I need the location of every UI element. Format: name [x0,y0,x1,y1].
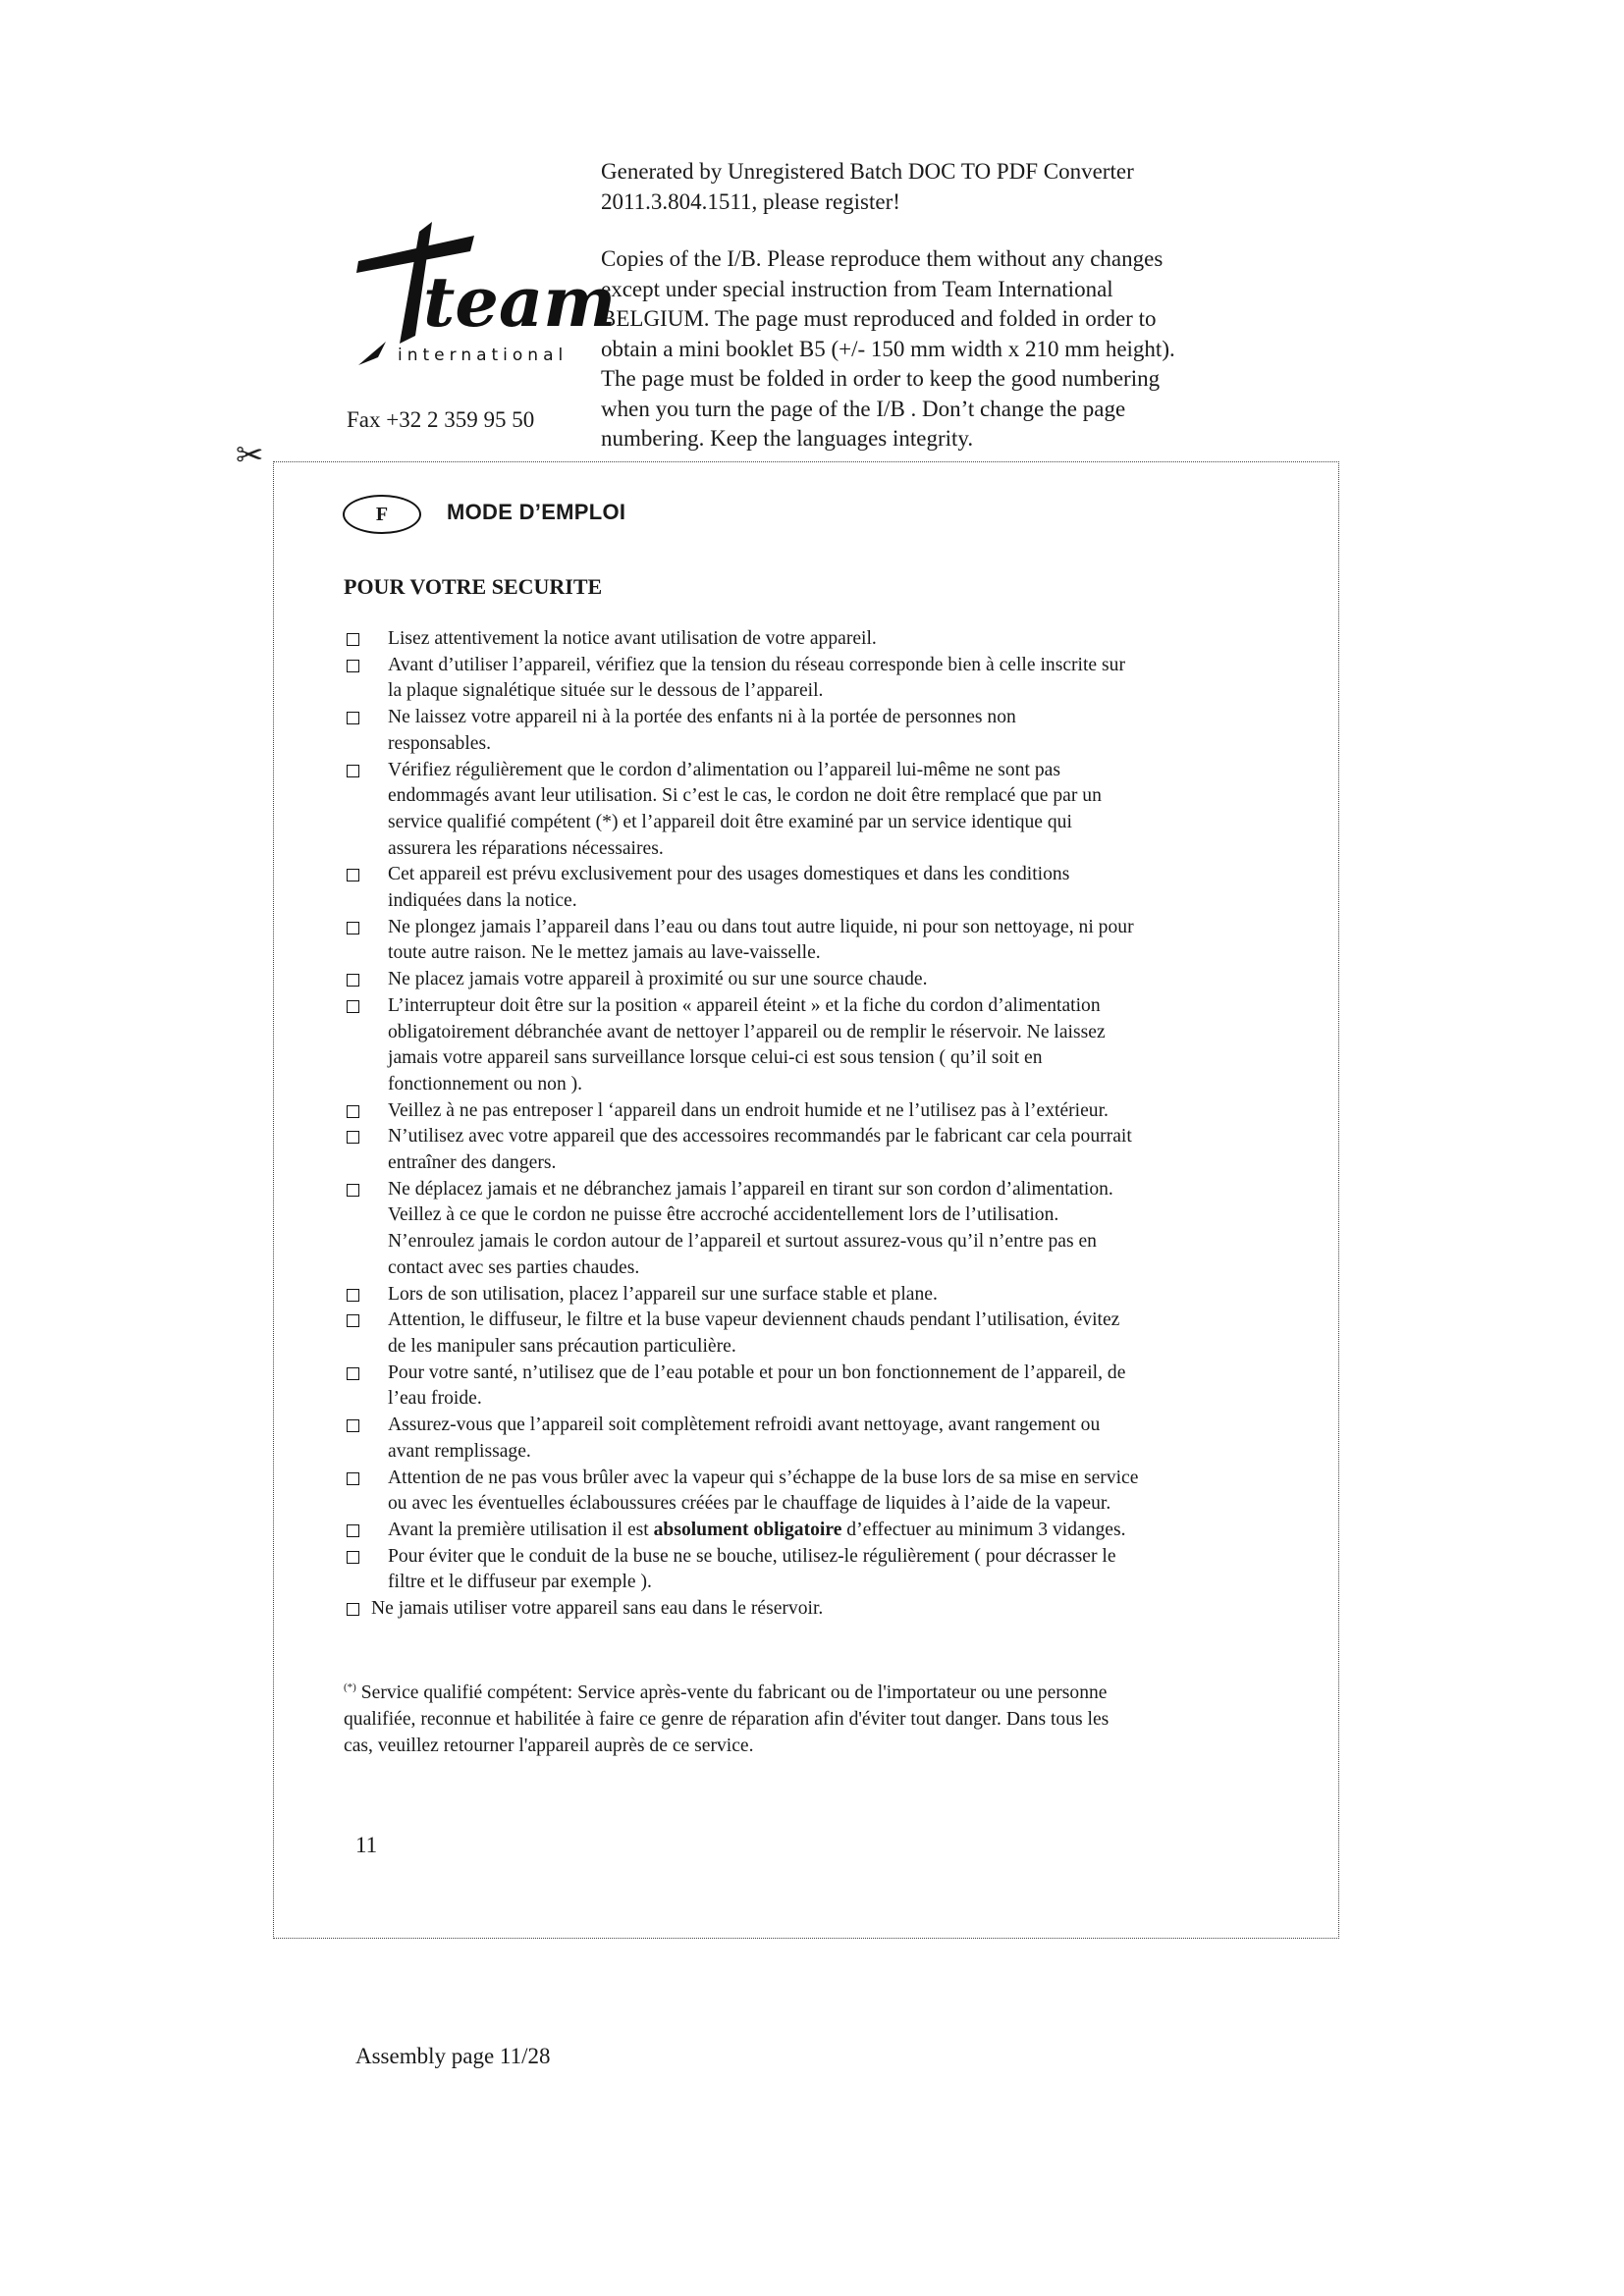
list-item [344,1413,1296,1465]
instruction-line: The page must be folded in order to keep the good numbering [601,366,1161,391]
rule-line: Lors de son utilisation, placez l’appareil sur une surface stable et plane. [388,1283,938,1305]
rule-line: Assurez-vous que l’appareil soit complètement refroidi avant nettoyage, avant rangement ou [388,1415,1101,1436]
section-title: POUR VOTRE SECURITE [344,574,603,599]
rule-line: Ne placez jamais votre appareil à proximité ou sur une source chaude. [388,969,928,990]
language-badge-label: F [375,503,389,525]
checkbox-bullet-icon [347,1524,359,1537]
list-item [344,705,1296,757]
checkbox-bullet-icon [347,1419,359,1432]
scissors-icon: ✂ [236,436,264,475]
checkbox-bullet-icon [347,1367,359,1380]
rule-line: Cet appareil est prévu exclusivement pour des usages domestiques et dans les conditions [388,864,1070,885]
list-item [344,993,1296,1098]
rule-line: Ne plongez jamais l’appareil dans l’eau ou dans tout autre liquide, ni pour son nettoyage, ni pour [388,916,1134,937]
list-item [344,1544,1296,1596]
assembly-page-label: Assembly page 11/28 [355,2044,551,2068]
list-item [344,1177,1296,1282]
checkbox-bullet-icon [347,1314,359,1327]
list-item [344,862,1296,914]
rule-line: Pour éviter que le conduit de la buse ne se bouche, utilisez-le régulièrement ( pour décrasser le [388,1545,1116,1567]
footnote-line: cas, veuillez retourner l'appareil auprès de ce service. [344,1735,754,1756]
rule-line: service qualifié compétent (*) et l’appareil doit être examiné par un service identique qui [388,811,1072,832]
rule-line: indiquées dans la notice. [388,890,577,912]
checkbox-bullet-icon [347,869,359,881]
list-item [344,1466,1296,1518]
rule-line: Ne jamais utiliser votre appareil sans eau dans le réservoir. [371,1598,824,1620]
rule-line: entraîner des dangers. [388,1152,557,1174]
rule-line: obligatoirement débranchée avant de nettoyer l’appareil ou de remplir le réservoir. Ne laissez [388,1021,1106,1042]
rule-line: Pour votre santé, n’utilisez que de l’eau potable et pour un bon fonctionnement de l’appareil, de [388,1362,1126,1383]
instruction-line: Copies of the I/B. Please reproduce them without any changes [601,246,1164,271]
rule-line: toute autre raison. Ne le mettez jamais au lave-vaisselle. [388,942,821,964]
converter-notice [601,157,1288,454]
rule-line: assurera les réparations nécessaires. [388,837,664,859]
language-badge [343,495,421,534]
list-item [344,1282,1296,1308]
checkbox-bullet-icon [347,1131,359,1144]
instruction-line: BELGIUM. The page must reproduced and folded in order to [601,306,1157,331]
rule-line: fonctionnement ou non ). [388,1073,583,1095]
list-item [344,626,1296,653]
rule-line: Veillez à ce que le cordon ne puisse être accroché accidentellement lors de l’utilisation. [388,1204,1059,1226]
team-international-logo [339,218,617,375]
list-item [344,758,1296,863]
fax-number: Fax +32 2 359 95 50 [347,407,535,432]
rule-line: L’interrupteur doit être sur la position « appareil éteint » et la fiche du cordon d’alimentation [388,994,1101,1016]
rule-line: de les manipuler sans précaution particulière. [388,1335,736,1357]
checkbox-bullet-icon [347,712,359,724]
rule-line: Avant d’utiliser l’appareil, vérifiez que la tension du réseau corresponde bien à celle inscrite sur [388,654,1125,675]
rule-line: ou avec les éventuelles éclaboussures créées par le chauffage de liquides à l’aide de la vapeur. [388,1493,1111,1515]
team-logo-icon [339,218,617,375]
checkbox-bullet-icon [347,974,359,987]
checkbox-bullet-icon [347,1551,359,1564]
list-item [344,1361,1296,1413]
rule-line: contact avec ses parties chaudes. [388,1256,640,1278]
checkbox-bullet-icon [347,1289,359,1302]
safety-rules-list [344,626,1296,1623]
rule-line: Veillez à ne pas entreposer l ‘appareil dans un endroit humide et ne l’utilisez pas à l’extérieur. [388,1099,1109,1121]
checkbox-bullet-icon [347,1000,359,1013]
list-item [344,1308,1296,1360]
list-item [344,653,1296,705]
rule-line: Ne déplacez jamais et ne débranchez jamais l’appareil en tirant sur son cordon d’alimentation. [388,1178,1113,1200]
svg-text:international: international [398,346,568,365]
rule-line: N’enroulez jamais le cordon autour de l’appareil et surtout assurez-vous qu’il n’entre pas en [388,1231,1097,1253]
checkbox-bullet-icon [347,1603,359,1616]
rule-line: Ne laissez votre appareil ni à la portée des enfants ni à la portée de personnes non [388,707,1016,728]
checkbox-bullet-icon [347,1105,359,1118]
checkbox-bullet-icon [347,1184,359,1197]
rule-line: Attention de ne pas vous brûler avec la vapeur qui s’échappe de la buse lors de sa mise en service [388,1467,1139,1488]
checkbox-bullet-icon [347,1472,359,1485]
rule-line: filtre et le diffuseur par exemple ). [388,1572,652,1593]
list-item [344,1098,1296,1125]
rule-line: Vérifiez régulièrement que le cordon d’alimentation ou l’appareil lui-même ne sont pas [388,759,1060,780]
rule-emphasis: absolument obligatoire [653,1519,842,1540]
instruction-line: when you turn the page of the I/B . Don’t change the page [601,396,1126,421]
footnote-line: Service qualifié compétent: Service après-vente du fabricant ou de l'importateur ou une personne [355,1682,1108,1703]
rule-line: la plaque signalétique située sur le dessous de l’appareil. [388,680,824,702]
checkbox-bullet-icon [347,922,359,934]
rule-line: Lisez attentivement la notice avant utilisation de votre appareil. [388,628,877,649]
footnote-mark: (*) [344,1682,356,1693]
mode-title: MODE D’EMPLOI [447,500,626,524]
list-item [344,1596,1296,1623]
instruction-line: numbering. Keep the languages integrity. [601,426,974,451]
list-item [344,967,1296,993]
checkbox-bullet-icon [347,765,359,777]
list-item [344,1124,1296,1176]
instruction-line: except under special instruction from Team International [601,276,1113,301]
rule-line: endommagés avant leur utilisation. Si c’est le cas, le cordon ne doit être remplacé que par un [388,785,1102,807]
rule-line: d’effectuer au minimum 3 vidanges. [841,1519,1126,1540]
footnote-line: qualifiée, reconnue et habilitée à faire ce genre de réparation afin d'éviter tout danger. Dans tous les [344,1709,1110,1730]
rule-line: responsables. [388,732,492,754]
checkbox-bullet-icon [347,633,359,646]
generated-notice [601,157,1288,217]
instruction-line: obtain a mini booklet B5 (+/- 150 mm width x 210 mm height). [601,336,1175,361]
list-item [344,915,1296,967]
footnote [344,1675,1286,1759]
rule-line: avant remplissage. [388,1440,531,1462]
reproduction-instructions [601,244,1288,454]
rule-line: Attention, le diffuseur, le filtre et la buse vapeur deviennent chauds pendant l’utilisation, évitez [388,1309,1120,1331]
rule-line: N’utilisez avec votre appareil que des accessoires recommandés par le fabricant car cela pourrait [388,1126,1132,1148]
rule-line: l’eau froide. [388,1388,482,1410]
rule-line: jamais votre appareil sans surveillance lorsque celui-ci est sous tension ( qu’il soit en [388,1047,1043,1069]
list-item [344,1518,1296,1544]
checkbox-bullet-icon [347,660,359,672]
page-number: 11 [355,1833,378,1857]
svg-text:team: team [423,261,617,343]
generated-line-1: Generated by Unregistered Batch DOC TO PDF Converter [601,159,1134,184]
generated-line-2: 2011.3.804.1511, please register! [601,188,900,214]
rule-line: Avant la première utilisation il est [388,1519,654,1540]
